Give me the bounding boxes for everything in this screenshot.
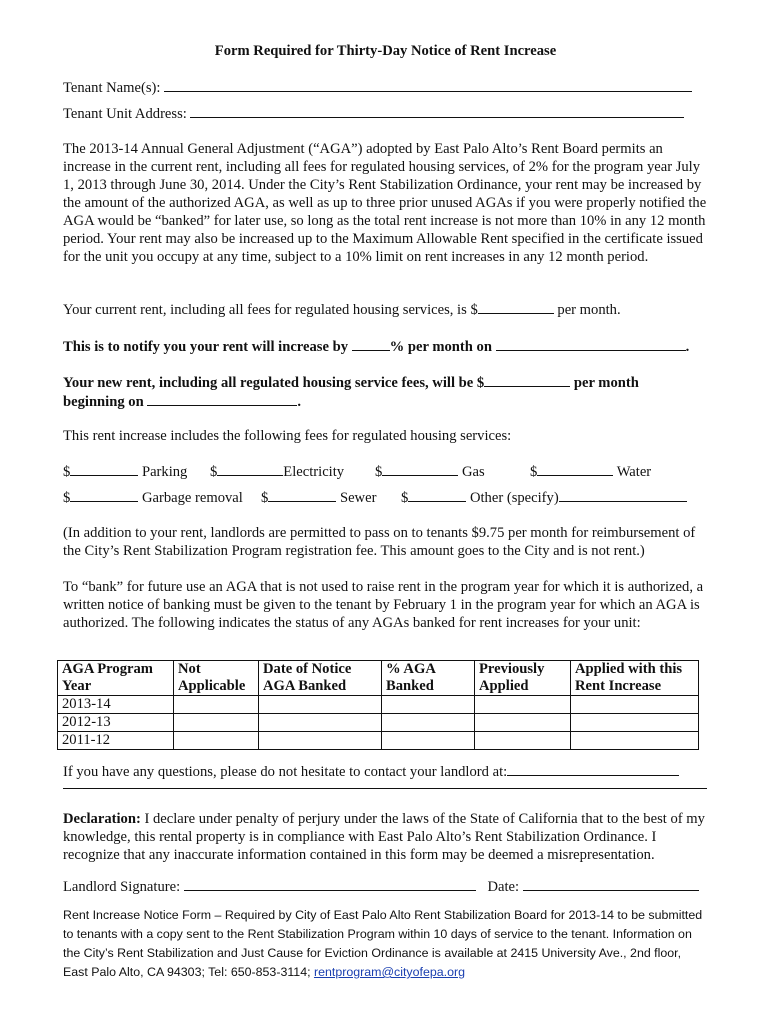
cell-percent-banked[interactable]: [382, 732, 475, 750]
water-fee-field[interactable]: [537, 462, 613, 476]
parking-label: Parking: [141, 464, 188, 480]
row-year: 2012-13: [58, 714, 174, 732]
registration-note: (In addition to your rent, landlords are permitted to pass on to tenants $9.75 per month for reimbursement of the City’s Rent Stabilization Program registration fee. This amount goes to the City and is not rent.): [63, 525, 696, 559]
cell-not-applicable[interactable]: [174, 732, 259, 750]
landlord-contact-field[interactable]: [507, 762, 679, 776]
row-year: 2013-14: [58, 696, 174, 714]
tenant-address-row: [63, 104, 708, 123]
signature-row: [63, 877, 708, 896]
footer-note: [63, 906, 708, 982]
cell-not-applicable[interactable]: [174, 714, 259, 732]
beginning-on-text: beginning on: [63, 394, 148, 410]
cell-previously-applied[interactable]: [475, 714, 571, 732]
current-rent-field[interactable]: [478, 300, 554, 314]
cell-previously-applied[interactable]: [475, 732, 571, 750]
notify-text: This is to notify you your rent will increase by: [63, 339, 352, 355]
table-header-row: [58, 661, 699, 696]
notify-end: .: [685, 339, 690, 355]
questions-text: If you have any questions, please do not hesitate to contact your landlord at:: [63, 764, 508, 780]
bank-paragraph: To “bank” for future use an AGA that is not used to raise rent in the program year for which it is authorized, a written notice of banking must be given to the tenant by February 1 in the program year for which an AGA is authorized. The following indicates the status of any AGAs banked for rent increases for your unit:: [63, 579, 704, 631]
header-date-of-notice: Date of Notice AGA Banked: [259, 661, 382, 696]
electricity-label: Electricity: [283, 464, 345, 480]
notify-row: [63, 337, 708, 356]
new-rent-field[interactable]: [484, 373, 570, 387]
fees-intro: This rent increase includes the following fees for regulated housing services:: [63, 428, 512, 444]
email-link[interactable]: rentprogram@cityofepa.org: [313, 965, 465, 979]
signature-date-field[interactable]: [523, 877, 699, 891]
water-label: Water: [616, 464, 652, 480]
parking-fee-field[interactable]: [70, 462, 138, 476]
new-rent-end: .: [297, 394, 302, 410]
table-row: [58, 732, 699, 750]
other-label: Other (specify): [469, 490, 559, 506]
fees-row-1: [63, 462, 708, 480]
declaration-text: I declare under penalty of perjury under the laws of the State of California that to the best of my knowledge, this rental property is in compliance with East Palo Alto’s Rent Stabilization Ordinance. I recognize that any inaccurate information contained in this form may be deemed a misrepresentation.: [63, 811, 705, 863]
cell-previously-applied[interactable]: [475, 696, 571, 714]
tenant-address-field[interactable]: [190, 104, 684, 118]
new-rent-suffix: per month: [570, 375, 639, 391]
tenant-names-label: Tenant Name(s):: [63, 80, 161, 96]
questions-row: [63, 762, 708, 781]
increase-percent-field[interactable]: [352, 337, 390, 351]
landlord-signature-label: Landlord Signature:: [63, 879, 181, 895]
sewer-label: Sewer: [339, 490, 377, 506]
intro-paragraph: The 2013-14 Annual General Adjustment (“AGA”) adopted by East Palo Alto’s Rent Board permits an increase in the current rent, including all fees for regulated housing services, of 2% for the program year July 1, 2013 through June 30, 2014. Under the City’s Rent Stabilization Ordinance, your rent may be increased by the amount of the authorized AGA, as well as up to three prior unused AGAs if you were properly notified the AGA would be “banked” for later use, so long as the total rent increase is not more than 10% in any 12 month period. Your rent may also be increased up to the Maximum Allowable Rent specified in the certificate issued for the unit you occupy at any time, subject to a 10% limit on rent increases in any 12 month period.: [63, 141, 707, 265]
dollar-sign: $: [401, 490, 409, 506]
gas-label: Gas: [461, 464, 485, 480]
beginning-date-field[interactable]: [147, 392, 297, 406]
current-rent-suffix: per month.: [553, 302, 621, 318]
declaration-paragraph: [63, 810, 708, 864]
row-year: 2011-12: [58, 732, 174, 750]
electricity-fee-field[interactable]: [217, 462, 283, 476]
tenant-names-field[interactable]: [164, 78, 692, 92]
garbage-label: Garbage removal: [141, 490, 243, 506]
cell-applied-with-increase[interactable]: [571, 732, 699, 750]
other-fee-field[interactable]: [408, 488, 466, 502]
form-title: Form Required for Thirty-Day Notice of Rent Increase: [214, 43, 557, 59]
fees-row-2: [63, 488, 708, 506]
dollar-sign: $: [63, 490, 71, 506]
cell-percent-banked[interactable]: [382, 696, 475, 714]
footer-text: Rent Increase Notice Form – Required by City of East Palo Alto Rent Stabilization Board for 2013-14 to be submitted to tenants with a copy sent to the Rent Stabilization Program within 10 days of service to the tenant. Information on the City’s Rent Stabilization and Just Cause for Eviction Ordinance is available at 2415 University Ave., 2nd floor, East Palo Alto, CA 94303; Tel: 650-853-3114;: [63, 908, 703, 979]
cell-date-of-notice[interactable]: [259, 696, 382, 714]
header-percent-aga-banked: % AGA Banked: [382, 661, 475, 696]
dollar-sign: $: [375, 464, 383, 480]
new-rent-text: Your new rent, including all regulated housing service fees, will be $: [63, 375, 485, 391]
dollar-sign: $: [261, 490, 269, 506]
header-aga-program-year: AGA Program Year: [58, 661, 174, 696]
header-previously-applied: Previously Applied: [475, 661, 571, 696]
landlord-contact-line-2[interactable]: [63, 788, 707, 790]
cell-applied-with-increase[interactable]: [571, 714, 699, 732]
header-applied-with-increase: Applied with this Rent Increase: [571, 661, 699, 696]
dollar-sign: $: [63, 464, 71, 480]
table-row: [58, 714, 699, 732]
tenant-names-row: [63, 78, 708, 97]
cell-not-applicable[interactable]: [174, 696, 259, 714]
table-row: [58, 696, 699, 714]
date-label: Date:: [487, 879, 520, 895]
dollar-sign: $: [210, 464, 218, 480]
tenant-address-label: Tenant Unit Address:: [63, 106, 187, 122]
landlord-signature-field[interactable]: [184, 877, 476, 891]
garbage-fee-field[interactable]: [70, 488, 138, 502]
gas-fee-field[interactable]: [382, 462, 458, 476]
sewer-fee-field[interactable]: [268, 488, 336, 502]
cell-date-of-notice[interactable]: [259, 732, 382, 750]
current-rent-row: [63, 300, 708, 319]
declaration-label: Declaration:: [63, 811, 141, 827]
other-specify-field[interactable]: [559, 488, 687, 502]
cell-date-of-notice[interactable]: [259, 714, 382, 732]
notify-middle-text: % per month on: [389, 339, 496, 355]
aga-status-table: [57, 660, 699, 750]
dollar-sign: $: [530, 464, 538, 480]
increase-date-field[interactable]: [496, 337, 686, 351]
cell-applied-with-increase[interactable]: [571, 696, 699, 714]
cell-percent-banked[interactable]: [382, 714, 475, 732]
current-rent-text: Your current rent, including all fees for regulated housing services, is $: [63, 302, 478, 318]
header-not-applicable: Not Applicable: [174, 661, 259, 696]
new-rent-block: [63, 373, 708, 411]
